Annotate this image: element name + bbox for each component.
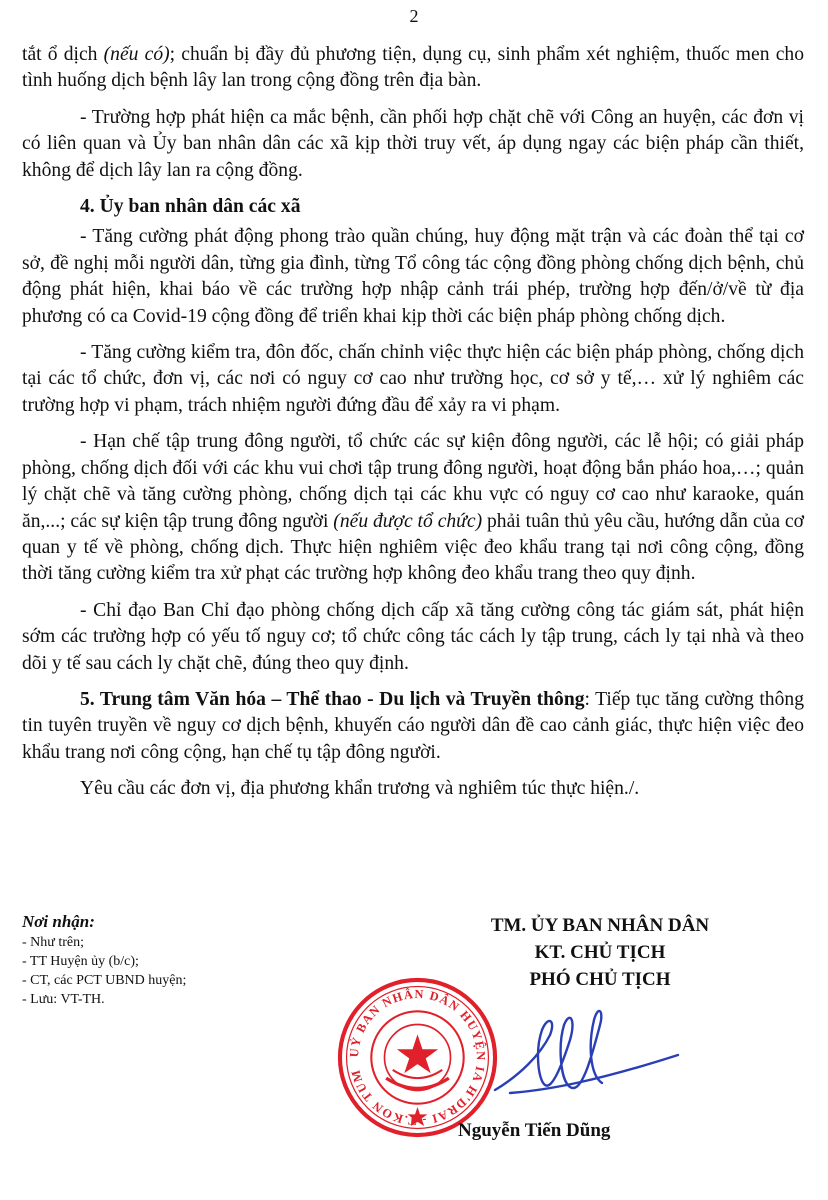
paragraph (22, 340, 804, 419)
paragraph (22, 687, 804, 766)
paragraph (22, 776, 804, 802)
text-run: 4. Ủy ban nhân dân các xã (80, 196, 301, 218)
text-run: 5. Trung tâm Văn hóa – Thể thao - Du lịch và Truyền thông (80, 688, 585, 710)
recipients-list (22, 933, 322, 1009)
svg-text:UỶ BAN NHÂN DÂN HUYỆN IA H'DRA: UỶ BAN NHÂN DÂN HUYỆN IA H'DRAI - T.KON TUM (346, 986, 488, 1129)
paragraph (22, 224, 804, 330)
signature-line-3: PHÓ CHỦ TỊCH (529, 969, 671, 990)
text-run: - Chỉ đạo Ban Chỉ đạo phòng chống dịch cấp xã tăng cường công tác giám sát, phát hiện sớm các trường hợp có yếu tố nguy cơ; tổ chức công tác cách ly tập trung, cách ly tại nhà và theo dõi y tế sau cách ly chặt chẽ, đúng theo quy định. (22, 599, 804, 674)
recipients-title: Nơi nhận: (22, 912, 95, 931)
document-body (22, 42, 804, 813)
paragraph (22, 194, 804, 220)
paragraph (22, 105, 804, 184)
text-run: : Tiếp tục tăng cường thông tin tuyên truyền về nguy cơ dịch bệnh, khuyến cáo người dân đề cao cảnh giác, thực hiện việc đeo khẩu trang nơi công cộng, hạn chế tụ tập đông người. (22, 688, 804, 763)
text-run: tắt ổ dịch (22, 44, 104, 65)
text-run: - Tăng cường phát động phong trào quần chúng, huy động mặt trận và các đoàn thể tại cơ sở, đề nghị mỗi người dân, từng gia đình, từng Tổ công tác cộng đồng phòng chống dịch bệnh, chủ động phát hiện, khai báo về các trường hợp nhập cảnh trái phép, trường hợp đến/ở/về từ địa phương có ca Covid-19 cộng đồng để triển khai kịp thời các biện pháp phòng chống dịch. (22, 226, 804, 327)
recipients-block (22, 912, 322, 1009)
signature-line-1: TM. ỦY BAN NHÂN DÂN (490, 915, 710, 936)
paragraph (22, 429, 804, 587)
handwritten-signature-icon (490, 995, 680, 1115)
text-run: - Trường hợp phát hiện ca mắc bệnh, cần phối hợp chặt chẽ với Công an huyện, các đơn vị có liên quan và Ủy ban nhân dân các xã kịp thời truy vết, áp dụng ngay các biện pháp cần thiết, không để dịch lây lan ra cộng đồng. (22, 106, 804, 181)
signer-name: Nguyễn Tiến Dũng (458, 1120, 611, 1141)
page-number: 2 (409, 6, 419, 26)
text-run: ; chuẩn bị đầy đủ phương tiện, dụng cụ, sinh phẩm xét nghiệm, thuốc men cho tình huống dịch bệnh lây lan trong cộng đồng trên địa bàn. (22, 44, 805, 92)
text-run: Yêu cầu các đơn vị, địa phương khẩn trương và nghiêm túc thực hiện./. (80, 778, 640, 800)
text-run: (nếu có) (103, 44, 170, 65)
paragraph (22, 42, 804, 95)
recipient-item: - CT, các PCT UBND huyện; (22, 973, 187, 988)
official-seal-icon (335, 975, 500, 1140)
signature-line-2: KT. CHỦ TỊCH (534, 942, 666, 963)
text-run: - Tăng cường kiểm tra, đôn đốc, chấn chỉnh việc thực hiện các biện pháp phòng, chống dịch tại các tổ chức, đơn vị, các nơi có nguy cơ cao như trường học, cơ sở y tế,… xử lý nghiêm các trường hợp vi phạm, trách nhiệm người đứng đầu để xảy ra vi phạm. (22, 342, 804, 416)
text-run: (nếu được tổ chức) (333, 510, 483, 532)
paragraph (22, 598, 804, 677)
text-run: - Hạn chế tập trung đông người, tổ chức các sự kiện đông người, các lễ hội; có giải pháp phòng, chống dịch đối với các khu vui chơi tập trung đông người, hoạt động bắn pháo hoa,…; quản lý chặt chẽ và tăng cường phòng, chống dịch tại các khu vực có nguy cơ cao như karaoke, quán ăn,...; các sự kiện tập trung đông người (22, 431, 804, 532)
recipient-item: - Như trên; (22, 935, 85, 950)
recipient-item: - Lưu: VT-TH. (22, 992, 105, 1007)
text-run: phải tuân thủ yêu cầu, hướng dẫn của cơ quan y tế về phòng, chống dịch. Thực hiện nghiêm việc đeo khẩu trang tại nơi công cộng, đồng thời tăng cường kiểm tra xử phạt các trường hợp không đeo khẩu trang theo quy định. (22, 510, 804, 585)
recipient-item: - TT Huyện ủy (b/c); (22, 954, 139, 969)
